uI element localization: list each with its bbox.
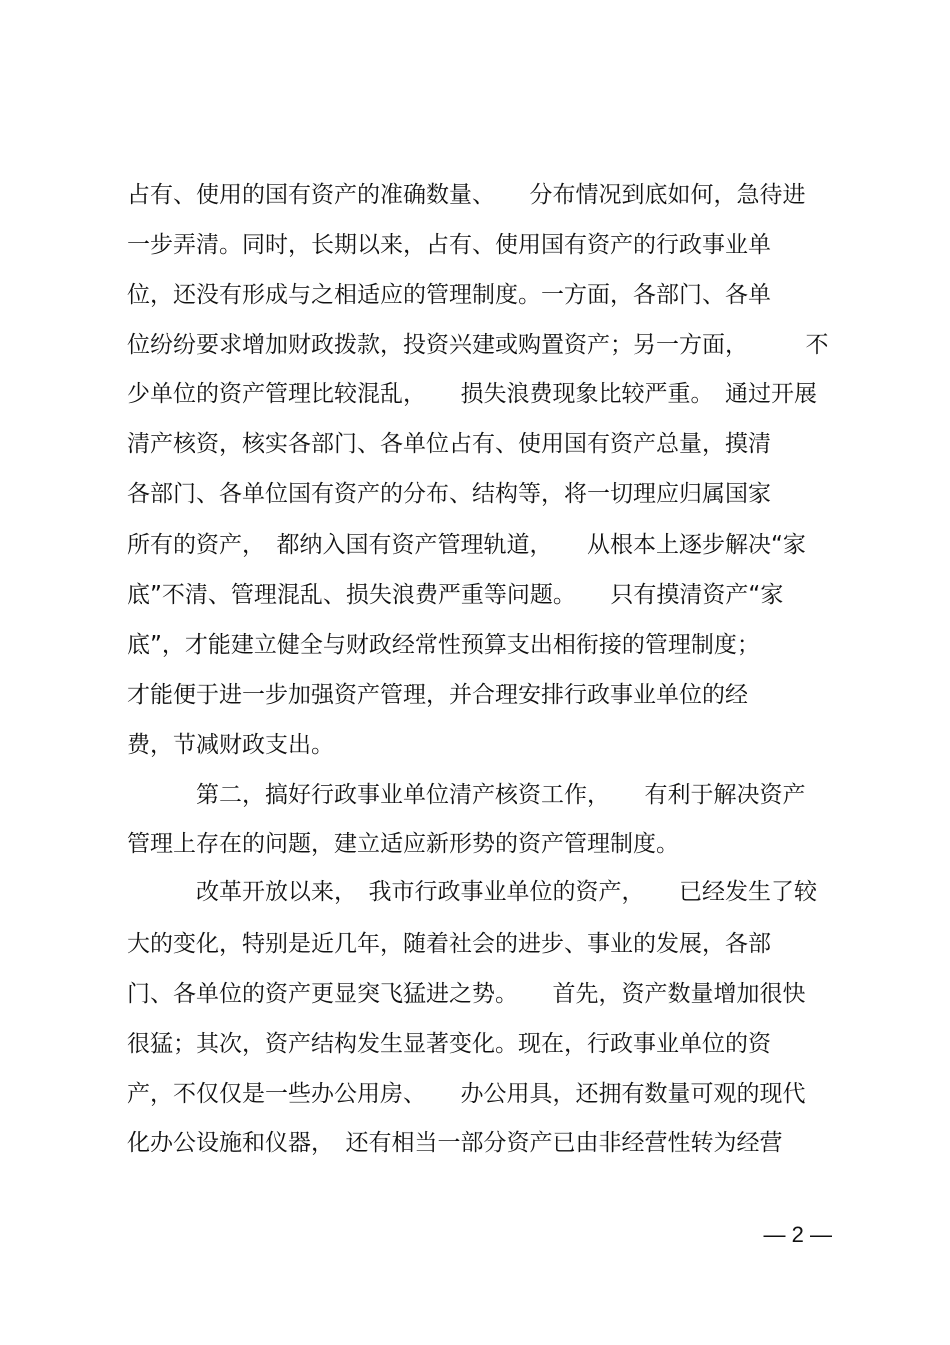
text-line: 清产核资，核实各部门、各单位占有、使用国有资产总量，摸清 (127, 431, 771, 457)
text-line: 所有的资产， 都纳入国有资产管理轨道， 从根本上逐步解决“家 (127, 532, 806, 558)
text-line: 位纷纷要求增加财政拨款，投资兴建或购置资产；另一方面， 不 (127, 332, 829, 358)
text-line: 各部门、各单位国有资产的分布、结构等，将一切理应归属国家 (127, 481, 771, 507)
text-line: 一步弄清。同时，长期以来，占有、使用国有资产的行政事业单 (127, 232, 771, 258)
text-line: 大的变化，特别是近几年，随着社会的进步、事业的发展，各部 (127, 931, 771, 957)
text-line: 底”，才能建立健全与财政经常性预算支出相衔接的管理制度； (127, 632, 760, 658)
text-line: 费，节减财政支出。 (127, 732, 334, 758)
text-line: 占有、使用的国有资产的准确数量、 分布情况到底如何，急待进 (127, 182, 806, 208)
text-line: 底”不清、管理混乱、损失浪费严重等问题。 只有摸清资产“家 (127, 582, 784, 608)
text-line: 很猛；其次，资产结构发生显著变化。现在，行政事业单位的资 (127, 1031, 771, 1057)
text-line: 第二，搞好行政事业单位清产核资工作， 有利于解决资产 (127, 782, 806, 808)
page-number: — 2 — (763, 1222, 832, 1247)
text-line: 产，不仅仅是一些办公用房、 办公用具，还拥有数量可观的现代 (127, 1081, 806, 1107)
text-line: 少单位的资产管理比较混乱， 损失浪费现象比较严重。 通过开展 (127, 381, 817, 407)
text-line: 化办公设施和仪器， 还有相当一部分资产已由非经营性转为经营 (127, 1130, 783, 1156)
text-line: 改革开放以来， 我市行政事业单位的资产， 已经发生了较 (127, 879, 817, 905)
text-line: 才能便于进一步加强资产管理，并合理安排行政事业单位的经 (127, 682, 748, 708)
text-line: 位，还没有形成与之相适应的管理制度。一方面，各部门、各单 (127, 282, 771, 308)
text-line: 门、各单位的资产更显突飞猛进之势。 首先，资产数量增加很快 (127, 981, 806, 1007)
text-line: 管理上存在的问题，建立适应新形势的资产管理制度。 (127, 831, 679, 857)
